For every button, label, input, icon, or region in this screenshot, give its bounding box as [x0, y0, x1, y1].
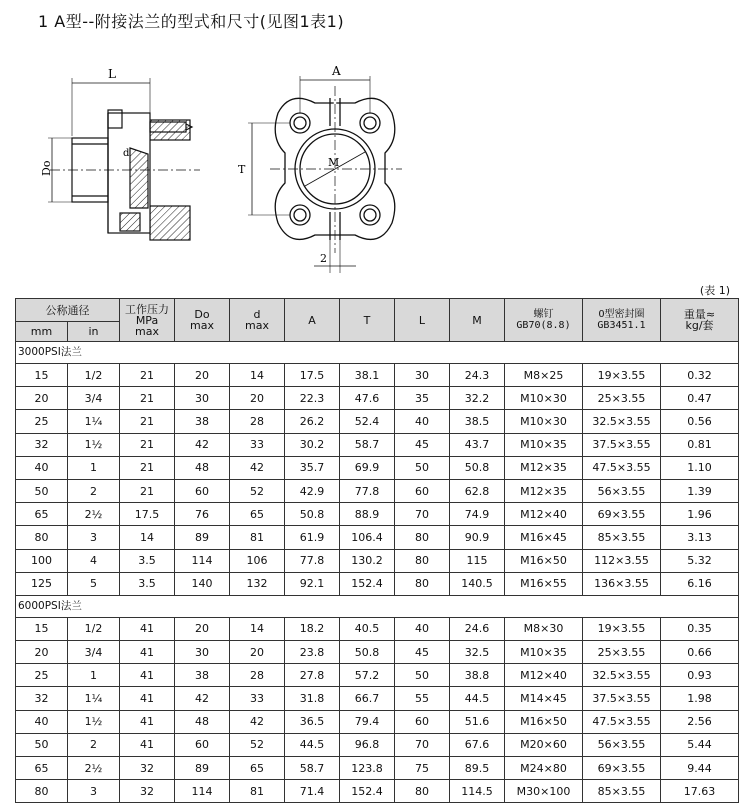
table-cell: 0.66	[661, 641, 739, 664]
table-cell: 41	[120, 687, 175, 710]
table-cell: 50	[16, 733, 68, 756]
table-cell: 125	[16, 572, 68, 595]
table-cell: M12×35	[505, 456, 583, 479]
table-cell: M8×25	[505, 364, 583, 387]
table-cell: 15	[16, 617, 68, 640]
table-cell: 30.2	[285, 433, 340, 456]
table-cell: 60	[175, 479, 230, 502]
table-row	[16, 780, 739, 803]
table-cell: 2½	[68, 503, 120, 526]
table-cell: M16×45	[505, 526, 583, 549]
header-pressure: 工作压力 MPa max	[120, 299, 175, 342]
table-row	[16, 572, 739, 595]
table-cell: 21	[120, 410, 175, 433]
table-row	[16, 617, 739, 640]
table-cell: 18.2	[285, 617, 340, 640]
table-cell: 5	[68, 572, 120, 595]
table-cell: 2	[68, 479, 120, 502]
table-cell: 25	[16, 410, 68, 433]
table-cell: 114	[175, 780, 230, 803]
table-row	[16, 387, 739, 410]
table-cell: 30	[395, 364, 450, 387]
table-cell: 44.5	[285, 733, 340, 756]
table-cell: 77.8	[340, 479, 395, 502]
section-row	[16, 342, 739, 364]
table-cell: 32	[120, 780, 175, 803]
table-cell: 80	[395, 572, 450, 595]
table-cell: 42.9	[285, 479, 340, 502]
label-d: d	[123, 148, 130, 159]
table-cell: 17.5	[120, 503, 175, 526]
table-cell: 0.56	[661, 410, 739, 433]
table-cell: 48	[175, 456, 230, 479]
label-A: A	[332, 64, 341, 78]
table-cell: 100	[16, 549, 68, 572]
table-cell: 51.6	[450, 710, 505, 733]
table-cell: 3/4	[68, 641, 120, 664]
table-cell: 32.5×3.55	[583, 410, 661, 433]
table-cell: 58.7	[340, 433, 395, 456]
front-view	[248, 76, 402, 273]
side-view	[48, 78, 200, 240]
table-cell: 50	[395, 456, 450, 479]
table-cell: 32.5×3.55	[583, 664, 661, 687]
table-cell: 65	[230, 757, 285, 780]
table-cell: 69×3.55	[583, 757, 661, 780]
table-cell: 48	[175, 710, 230, 733]
header-oring: O型密封圈 GB3451.1	[583, 299, 661, 342]
label-Do: Do	[40, 160, 53, 176]
table-row	[16, 503, 739, 526]
table-cell: 3.13	[661, 526, 739, 549]
header-screw: 螺钉 GB70(8.8)	[505, 299, 583, 342]
table-cell: 112×3.55	[583, 549, 661, 572]
table-cell: M20×60	[505, 733, 583, 756]
table-cell: 66.7	[340, 687, 395, 710]
table-cell: 70	[395, 503, 450, 526]
table-cell: 45	[395, 641, 450, 664]
table-cell: 69×3.55	[583, 503, 661, 526]
header-d: d max	[230, 299, 285, 342]
table-cell: 1.96	[661, 503, 739, 526]
table-cell: 42	[175, 433, 230, 456]
table-cell: 43.7	[450, 433, 505, 456]
table-cell: 21	[120, 364, 175, 387]
table-cell: 17.63	[661, 780, 739, 803]
table-cell: 50.8	[340, 641, 395, 664]
table-cell: 41	[120, 617, 175, 640]
table-cell: 32	[16, 433, 68, 456]
table-cell: 132	[230, 572, 285, 595]
table-cell: 80	[395, 526, 450, 549]
table-cell: 38.5	[450, 410, 505, 433]
table-cell: 31.8	[285, 687, 340, 710]
label-L: L	[108, 67, 116, 81]
table-cell: 81	[230, 780, 285, 803]
header-a: A	[285, 299, 340, 342]
section-row	[16, 595, 739, 617]
table-cell: M14×45	[505, 687, 583, 710]
table-cell: 38.1	[340, 364, 395, 387]
header-in: in	[68, 322, 120, 342]
table-cell: 60	[395, 479, 450, 502]
table-cell: 40	[395, 617, 450, 640]
table-cell: 89	[175, 757, 230, 780]
table-cell: 80	[16, 526, 68, 549]
table-cell: 71.4	[285, 780, 340, 803]
label-M: M	[328, 156, 340, 169]
table-cell: 35	[395, 387, 450, 410]
table-cell: 77.8	[285, 549, 340, 572]
table-cell: 1/2	[68, 617, 120, 640]
table-cell: 20	[230, 387, 285, 410]
table-cell: 136×3.55	[583, 572, 661, 595]
table-cell: 15	[16, 364, 68, 387]
table-cell: 85×3.55	[583, 780, 661, 803]
table-cell: 1.10	[661, 456, 739, 479]
table-cell: 14	[230, 364, 285, 387]
table-cell: M16×50	[505, 710, 583, 733]
table-cell: M16×50	[505, 549, 583, 572]
header-do: Do max	[175, 299, 230, 342]
table-cell: 21	[120, 479, 175, 502]
table-cell: 55	[395, 687, 450, 710]
table-cell: 1½	[68, 710, 120, 733]
table-cell: 60	[175, 733, 230, 756]
table-cell: 1½	[68, 433, 120, 456]
table-cell: 38.8	[450, 664, 505, 687]
table-cell: 58.7	[285, 757, 340, 780]
table-cell: 6.16	[661, 572, 739, 595]
table-cell: 20	[230, 641, 285, 664]
header-m: M	[450, 299, 505, 342]
table-cell: 96.8	[340, 733, 395, 756]
table-cell: 1¼	[68, 410, 120, 433]
table-cell: 0.32	[661, 364, 739, 387]
table-cell: 70	[395, 733, 450, 756]
flange-drawing	[30, 58, 430, 288]
label-T: T	[238, 163, 246, 176]
table-cell: 30	[175, 387, 230, 410]
table-cell: 33	[230, 687, 285, 710]
table-cell: 106	[230, 549, 285, 572]
table-cell: 40.5	[340, 617, 395, 640]
section-label: 3000PSI法兰	[16, 342, 739, 364]
table-cell: 1¼	[68, 687, 120, 710]
table-cell: M12×40	[505, 503, 583, 526]
table-cell: M12×35	[505, 479, 583, 502]
header-mm: mm	[16, 322, 68, 342]
table-cell: 2½	[68, 757, 120, 780]
table-cell: M24×80	[505, 757, 583, 780]
table-caption: (表 1)	[699, 284, 730, 297]
table-cell: 33	[230, 433, 285, 456]
table-cell: 3.5	[120, 572, 175, 595]
page-title: 1 A型--附接法兰的型式和尺寸(见图1表1)	[38, 12, 345, 31]
table-cell: M8×30	[505, 617, 583, 640]
table-cell: 21	[120, 387, 175, 410]
table-cell: 152.4	[340, 572, 395, 595]
table-cell: 50.8	[285, 503, 340, 526]
header-t: T	[340, 299, 395, 342]
table-cell: 28	[230, 664, 285, 687]
table-cell: 44.5	[450, 687, 505, 710]
table-cell: 42	[230, 456, 285, 479]
table-cell: 5.32	[661, 549, 739, 572]
table-cell: 3.5	[120, 549, 175, 572]
table-cell: 42	[175, 687, 230, 710]
table-cell: 80	[16, 780, 68, 803]
table-cell: 40	[16, 710, 68, 733]
table-row	[16, 433, 739, 456]
table-cell: 88.9	[340, 503, 395, 526]
table-cell: 5.44	[661, 733, 739, 756]
table-cell: 115	[450, 549, 505, 572]
header-l: L	[395, 299, 450, 342]
table-cell: 24.3	[450, 364, 505, 387]
table-cell: 41	[120, 710, 175, 733]
table-cell: 1	[68, 664, 120, 687]
table-cell: 41	[120, 733, 175, 756]
table-cell: 36.5	[285, 710, 340, 733]
table-cell: 61.9	[285, 526, 340, 549]
table-cell: 65	[230, 503, 285, 526]
table-cell: 45	[395, 433, 450, 456]
table-row	[16, 526, 739, 549]
table-row	[16, 549, 739, 572]
table-cell: 52.4	[340, 410, 395, 433]
table-cell: 130.2	[340, 549, 395, 572]
table-row	[16, 733, 739, 756]
table-cell: 21	[120, 433, 175, 456]
table-cell: 4	[68, 549, 120, 572]
table-cell: 1.98	[661, 687, 739, 710]
table-cell: M10×35	[505, 433, 583, 456]
table-cell: 32	[16, 687, 68, 710]
table-cell: 89.5	[450, 757, 505, 780]
table-row	[16, 479, 739, 502]
table-cell: 3	[68, 526, 120, 549]
table-cell: 65	[16, 503, 68, 526]
table-cell: 41	[120, 664, 175, 687]
header-nominal: 公称通径	[16, 299, 120, 322]
table-cell: 17.5	[285, 364, 340, 387]
table-cell: 38	[175, 410, 230, 433]
table-cell: 56×3.55	[583, 733, 661, 756]
table-cell: 40	[395, 410, 450, 433]
table-row	[16, 664, 739, 687]
table-cell: 20	[16, 641, 68, 664]
table-cell: 90.9	[450, 526, 505, 549]
table-cell: 60	[395, 710, 450, 733]
table-row	[16, 364, 739, 387]
table-cell: 50	[395, 664, 450, 687]
table-cell: 0.35	[661, 617, 739, 640]
table-cell: 1	[68, 456, 120, 479]
table-cell: 56×3.55	[583, 479, 661, 502]
table-cell: 67.6	[450, 733, 505, 756]
table-cell: 27.8	[285, 664, 340, 687]
table-cell: 50	[16, 479, 68, 502]
label-2: 2	[320, 252, 327, 265]
table-cell: 76	[175, 503, 230, 526]
table-cell: 19×3.55	[583, 617, 661, 640]
table-cell: 3/4	[68, 387, 120, 410]
table-cell: 24.6	[450, 617, 505, 640]
table-cell: 37.5×3.55	[583, 433, 661, 456]
table-cell: 32.5	[450, 641, 505, 664]
table-cell: 85×3.55	[583, 526, 661, 549]
table-cell: 26.2	[285, 410, 340, 433]
table-cell: 62.8	[450, 479, 505, 502]
table-cell: 1/2	[68, 364, 120, 387]
table-cell: 2.56	[661, 710, 739, 733]
table-cell: 14	[230, 617, 285, 640]
table-row	[16, 757, 739, 780]
table-cell: 123.8	[340, 757, 395, 780]
table-cell: 22.3	[285, 387, 340, 410]
table-cell: 74.9	[450, 503, 505, 526]
table-cell: 0.93	[661, 664, 739, 687]
table-cell: 80	[395, 549, 450, 572]
table-cell: 89	[175, 526, 230, 549]
table-cell: 37.5×3.55	[583, 687, 661, 710]
table-row	[16, 687, 739, 710]
table-cell: 47.5×3.55	[583, 456, 661, 479]
table-cell: 32	[120, 757, 175, 780]
table-cell: 69.9	[340, 456, 395, 479]
table-body	[16, 342, 739, 803]
table-cell: 0.47	[661, 387, 739, 410]
table-cell: 75	[395, 757, 450, 780]
table-cell: 0.81	[661, 433, 739, 456]
table-cell: 2	[68, 733, 120, 756]
table-cell: 35.7	[285, 456, 340, 479]
table-cell: 25×3.55	[583, 387, 661, 410]
table-cell: 50.8	[450, 456, 505, 479]
table-cell: 20	[16, 387, 68, 410]
table-cell: 21	[120, 456, 175, 479]
table-cell: 1.39	[661, 479, 739, 502]
table-cell: 23.8	[285, 641, 340, 664]
table-row	[16, 410, 739, 433]
table-cell: M16×55	[505, 572, 583, 595]
table-cell: 106.4	[340, 526, 395, 549]
table-cell: 32.2	[450, 387, 505, 410]
table-cell: 140.5	[450, 572, 505, 595]
table-cell: M10×30	[505, 387, 583, 410]
section-label: 6000PSI法兰	[16, 595, 739, 617]
table-cell: 20	[175, 364, 230, 387]
table-cell: 14	[120, 526, 175, 549]
table-cell: M10×30	[505, 410, 583, 433]
table-cell: M30×100	[505, 780, 583, 803]
table-cell: 9.44	[661, 757, 739, 780]
table-cell: 20	[175, 617, 230, 640]
table-cell: 65	[16, 757, 68, 780]
table-cell: 92.1	[285, 572, 340, 595]
table-cell: 40	[16, 456, 68, 479]
table-cell: 38	[175, 664, 230, 687]
table-cell: 52	[230, 479, 285, 502]
table-cell: 79.4	[340, 710, 395, 733]
table-row	[16, 710, 739, 733]
table-cell: 57.2	[340, 664, 395, 687]
table-cell: 152.4	[340, 780, 395, 803]
table-cell: 52	[230, 733, 285, 756]
header-weight: 重量≈ kg/套	[661, 299, 739, 342]
table-cell: 140	[175, 572, 230, 595]
table-cell: 25×3.55	[583, 641, 661, 664]
table-cell: 114.5	[450, 780, 505, 803]
table-cell: 80	[395, 780, 450, 803]
table-cell: M10×35	[505, 641, 583, 664]
table-row	[16, 456, 739, 479]
flange-dimension-table	[15, 298, 739, 803]
table-cell: 3	[68, 780, 120, 803]
table-row	[16, 641, 739, 664]
table-cell: 28	[230, 410, 285, 433]
table-cell: 47.6	[340, 387, 395, 410]
table-cell: M12×40	[505, 664, 583, 687]
table-cell: 30	[175, 641, 230, 664]
table-cell: 42	[230, 710, 285, 733]
table-cell: 81	[230, 526, 285, 549]
table-cell: 41	[120, 641, 175, 664]
table-cell: 19×3.55	[583, 364, 661, 387]
table-cell: 25	[16, 664, 68, 687]
table-cell: 114	[175, 549, 230, 572]
table-cell: 47.5×3.55	[583, 710, 661, 733]
